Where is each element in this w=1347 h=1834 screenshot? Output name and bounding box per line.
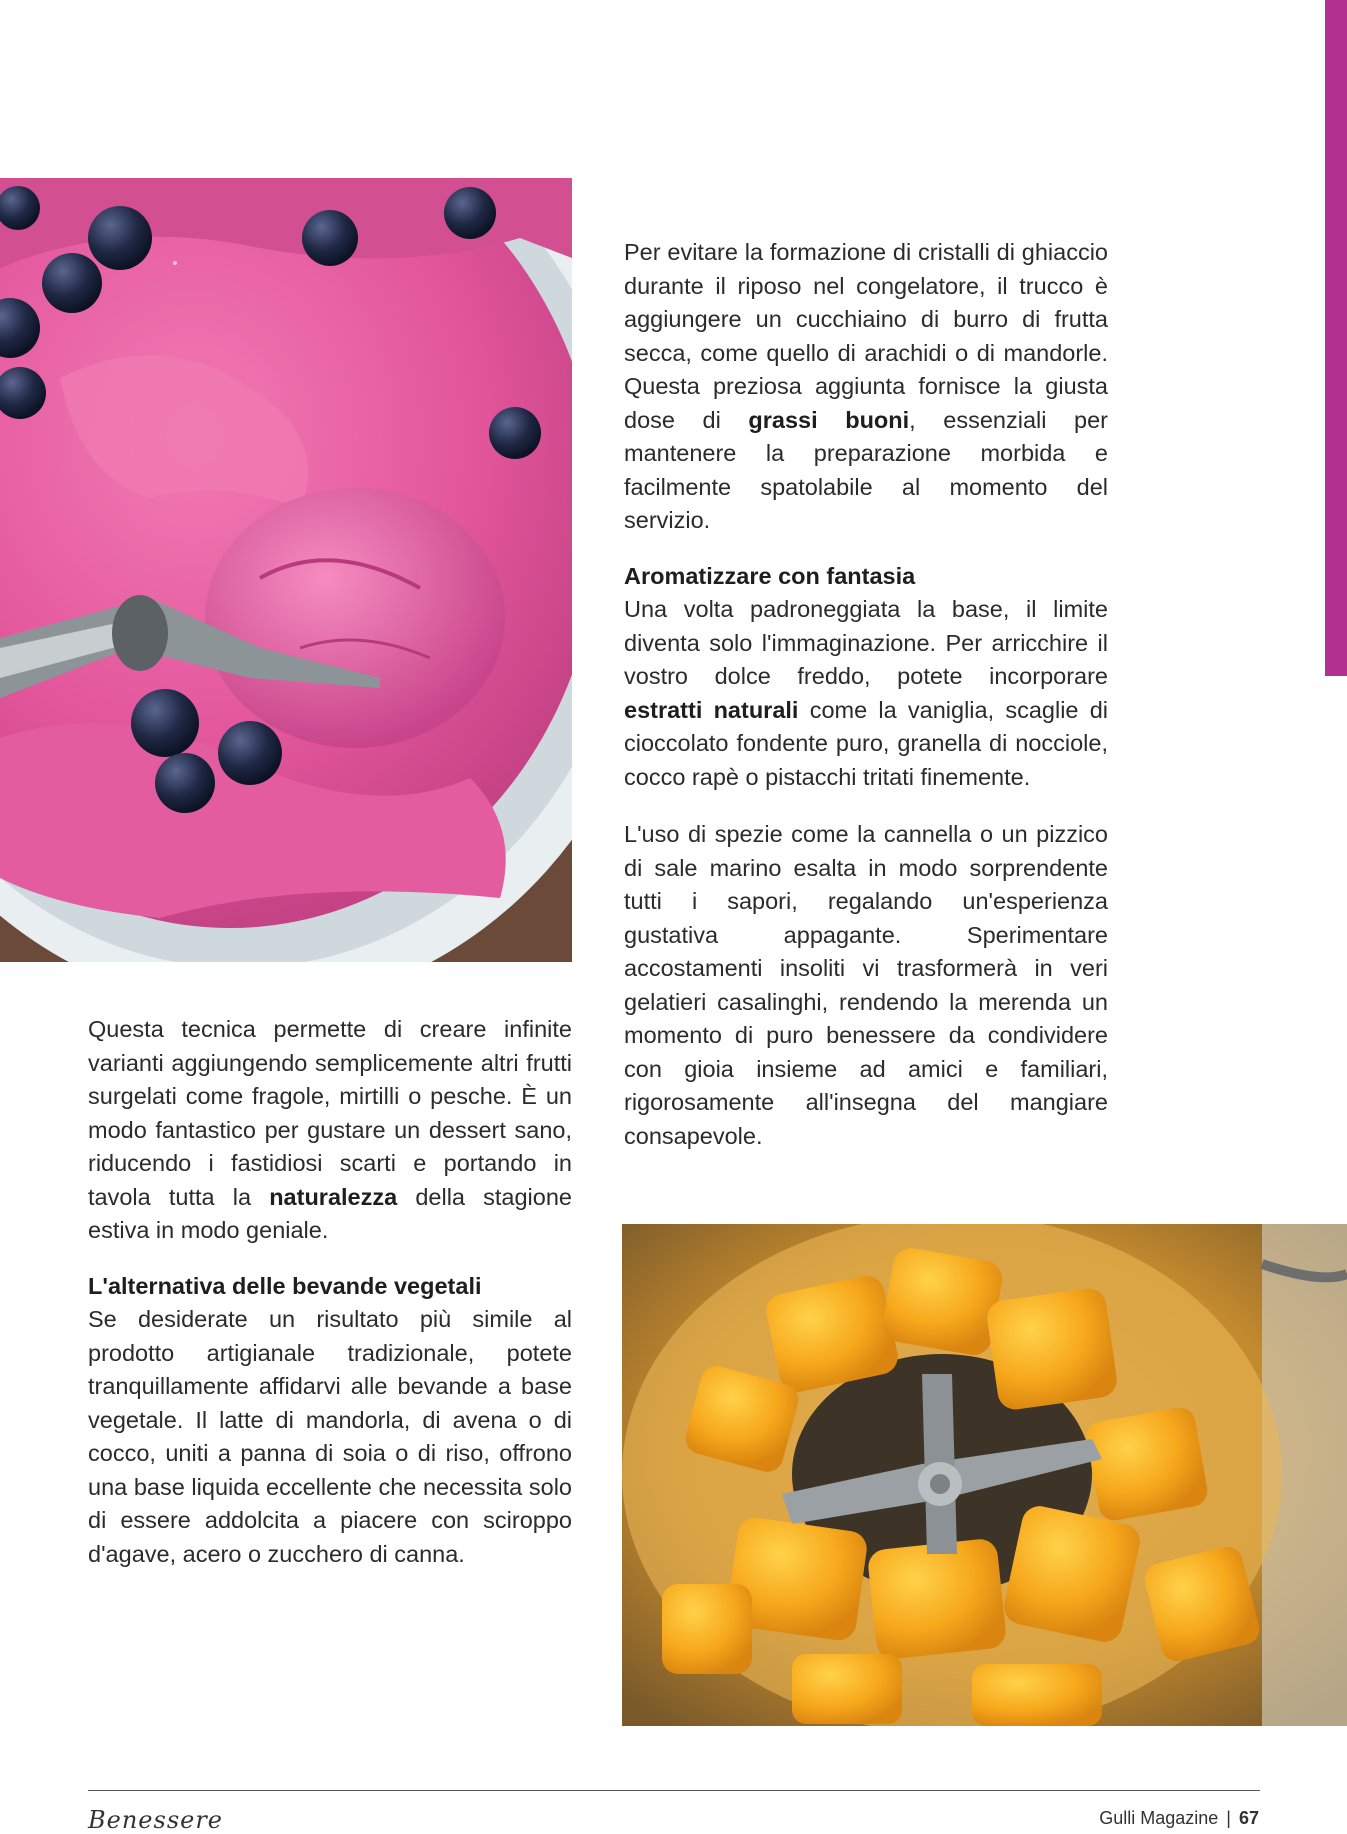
paragraph: Se desiderate un risultato più simile al prodotto artigianale tradizionale, potete tranquillamente affidarvi alle bevande a base vegetale. Il latte di mandorla, di avena o di cocco, uniti a panna di soia o di riso, offrono una base liquida eccellente che necessita solo di essere addolcita a piacere con sciroppo d'agave, acero o zucchero di canna. xyxy=(88,1306,572,1567)
emphasis: naturalezza xyxy=(269,1183,398,1210)
footer-divider xyxy=(88,1790,1260,1791)
mango-blender-photo xyxy=(622,1224,1347,1726)
paragraph: Questa tecnica permette di creare infinite varianti aggiungendo semplicemente altri frutti surgelati come fragole, mirtilli o pesche. È un modo fantastico per gustare un dessert sano, riducendo i fastidiosi scarti e portando in tavola tutta la naturalezza della stagione estiva in modo geniale. xyxy=(88,1016,572,1243)
emphasis: grassi buoni xyxy=(748,406,910,433)
section-heading: Aromatizzare con fantasia xyxy=(624,562,916,589)
paragraph: Per evitare la formazione di cristalli di ghiaccio durante il riposo nel congelatore, il trucco è aggiungere un cucchiaino di burro di frutta secca, come quello di arachidi o di mandorle. Questa preziosa aggiunta fornisce la giusta dose di grassi buoni, essenziali per mantenere la preparazione morbida e facilmente spatolabile al momento del servizio. xyxy=(624,239,1109,533)
footer-separator: | xyxy=(1226,1808,1231,1828)
paragraph: L'uso di spezie come la cannella o un pizzico di sale marino esalta in modo sorprendente tutti i sapori, regalando un'esperienza gustativa appagante. Sperimentare accostamenti insoliti vi trasformerà in veri gelatieri casalinghi, rendendo la merenda un momento di puro benessere da condividere con gioia insieme ad amici e familiari, rigorosamente all'insegna del mangiare consapevole. xyxy=(624,821,1108,1149)
page-number: 67 xyxy=(1238,1808,1259,1828)
paragraph: Una volta padroneggiata la base, il limite diventa solo l'immaginazione. Per arricchire il vostro dolce freddo, potete incorporare estratti naturali come la vaniglia, scaglie di cioccolato fondente puro, granella di nocciole, cocco rapè o pistacchi tritati finemente. xyxy=(624,596,1108,790)
magazine-name: Gulli Magazine xyxy=(1099,1808,1219,1828)
section-label: Benessere xyxy=(88,1806,224,1834)
right-text-column xyxy=(624,236,1108,1153)
left-text-column xyxy=(88,1013,572,1571)
emphasis: estratti naturali xyxy=(624,696,799,723)
accent-bar xyxy=(1325,0,1347,676)
section-heading: L'alternativa delle bevande vegetali xyxy=(88,1272,482,1299)
page-footer xyxy=(1099,1808,1259,1829)
ice-cream-photo xyxy=(0,178,572,962)
